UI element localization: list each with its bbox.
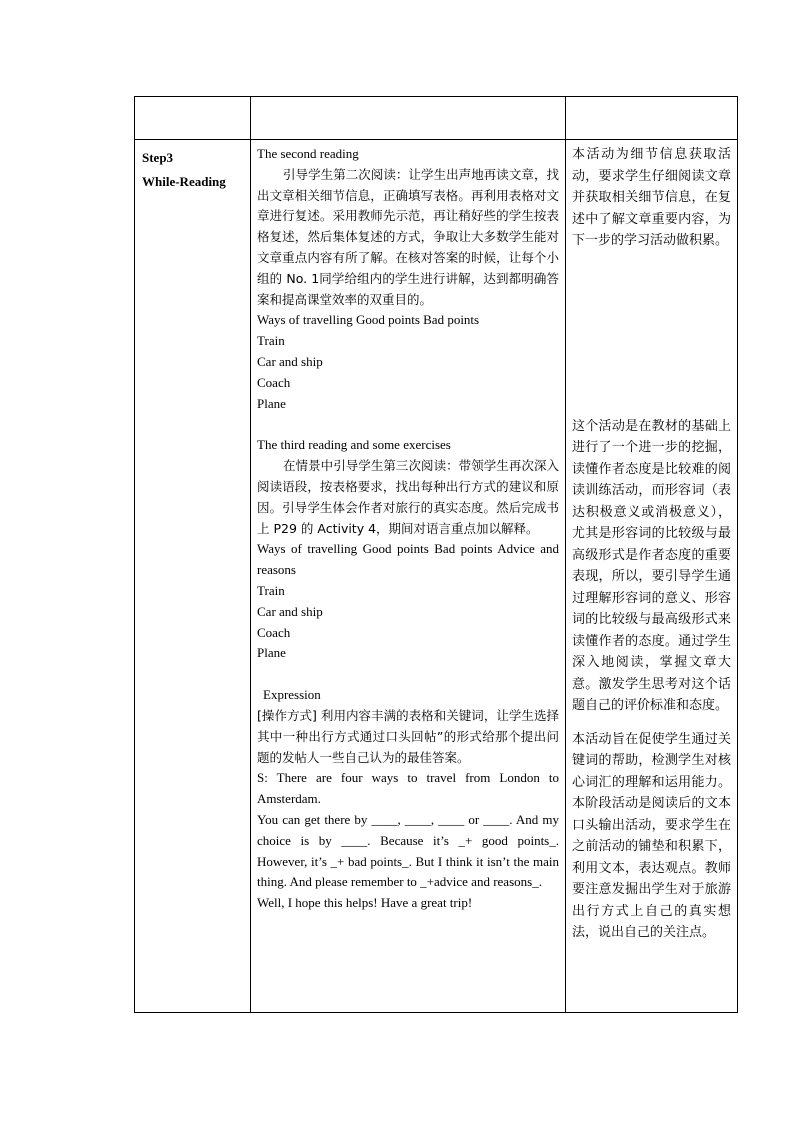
sample-answer-line: You can get there by ____, ____, ____ or ____. And my choice is by ____. Because it’s _+ good points_. However, it’s _+ bad points_. But I think it isn’t the main thing. And please remember to _+advice and reasons_. (257, 811, 559, 890)
table1-row-train: Train (257, 333, 285, 349)
table2-row-coach: Coach (257, 624, 291, 640)
table2-row-plane: Plane (257, 645, 286, 661)
lesson-plan-table (134, 96, 738, 1013)
step-stage: While-Reading (142, 174, 226, 189)
table-row (135, 140, 738, 1013)
table2-header: Ways of travelling Good points Bad points Advice and reasons (257, 541, 559, 578)
sample-answer-line: Well, I hope this helps! Have a great trip! (257, 895, 473, 911)
expression-text: [操作方式] 利用内容丰满的表格和关键词，让学生选择其中一种出行方式通过口头回帖”的形式给那个提出问题的发帖人一些自己认为的最佳答案。 (257, 707, 559, 765)
table2-row-train: Train (257, 582, 285, 598)
empty-cell (251, 97, 566, 140)
second-reading-text: 引导学生第二次阅读：让学生出声地再读文章，找出文章相关细节信息，正确填写表格。再利用表格对文章进行复述。采用教师先示范，再让稍好些的学生按表格复述，然后集体复述的方式，争取让大多数学生能对文章重点内容有所了解。在核对答案的时候，让每个小组的 No. 1同学给组内的学生进行讲解，达到都明确答案和提高课堂效率的双重目的。 (257, 166, 559, 307)
table1-row-car-ship: Car and ship (257, 353, 323, 369)
third-reading-title: The third reading and some exercises (257, 437, 451, 453)
table1-row-coach: Coach (257, 374, 291, 390)
purpose-note-1: 本活动为细节信息获取活动，要求学生仔细阅读文章并获取相关细节信息，在复述中了解文章重要内容，为下一步的学习活动做积累。 (572, 147, 731, 248)
second-reading-title: The second reading (257, 146, 359, 161)
purpose-note-3: 本活动旨在促使学生通过关键词的帮助，检测学生对核心词汇的理解和运用能力。本阶段活动是阅读后的文本口头输出活动，要求学生在之前活动的铺垫和积累下，利用文本，表达观点。教师要注意发掘出学生对于旅游出行方式上自己的真实想法，说出自己的关注点。 (572, 731, 731, 940)
table1-row-plane: Plane (257, 395, 286, 411)
step-cell (135, 140, 251, 1013)
purpose-note-2: 这个活动是在教材的基础上进行了一个进一步的挖掘，读懂作者态度是比较难的阅读训练活动，而形容词（表达积极意义或消极意义），尤其是形容词的比较级与最高级形式是作者态度的重要表现，所以，要引导学生通过理解形容词的意义、形容词的比较级与最高级形式来读懂作者的态度。通过学生深入地阅读，掌握文章大意。激发学生思考对这个话题自己的评价标准和态度。 (572, 418, 731, 713)
purpose-cell (566, 140, 738, 1013)
table2-row-car-ship: Car and ship (257, 603, 323, 619)
sample-answer-line: S: There are four ways to travel from London to Amsterdam. (257, 770, 559, 807)
third-reading-text: 在情景中引导学生第三次阅读：带领学生再次深入阅读语段，按表格要求，找出每种出行方式的建议和原因。引导学生体会作者对旅行的真实态度。然后完成书上 P29 的 Activity 4，期间对语言重点加以解释。 (257, 458, 559, 536)
empty-cell (135, 97, 251, 140)
step-number: Step3 (142, 150, 174, 165)
expression-title: Expression (263, 687, 321, 703)
table-header-row (135, 97, 738, 140)
empty-cell (566, 97, 738, 140)
table1-header: Ways of travelling Good points Bad points (257, 312, 480, 328)
procedure-cell (251, 140, 566, 1013)
